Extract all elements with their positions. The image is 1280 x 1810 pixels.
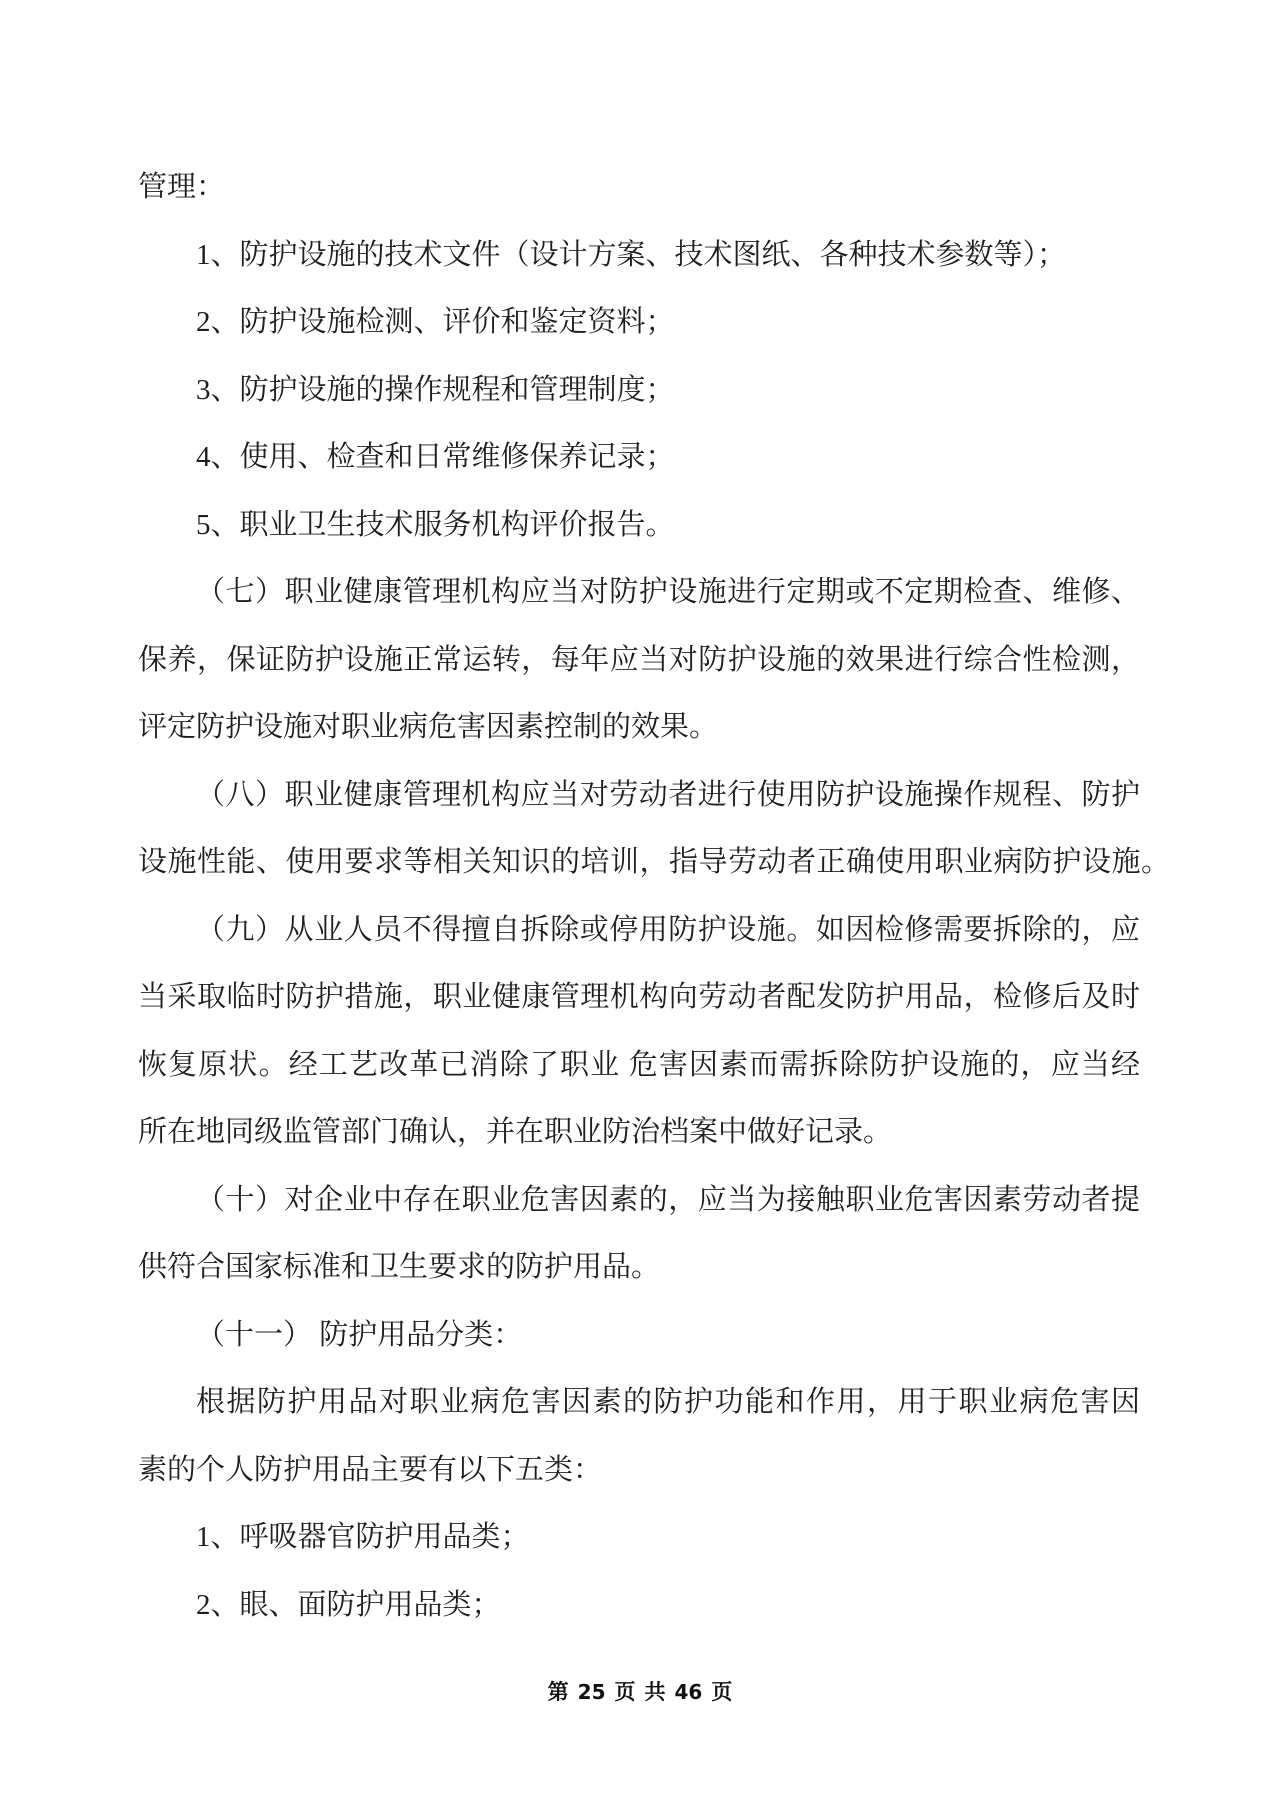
- document-body: [138, 154, 1170, 1639]
- text-line: 评定防护设施对职业病危害因素控制的效果。: [138, 711, 719, 743]
- footer-page-label: 页: [614, 1680, 636, 1704]
- text-line: 4、使用、检查和日常维修保养记录；: [196, 441, 675, 473]
- text-line: （八）职业健康管理机构应当对劳动者进行使用防护设施操作规程、防护: [196, 778, 1140, 811]
- text-line: 2、眼、面防护用品类；: [196, 1588, 501, 1621]
- footer-current-page-number: 25: [577, 1680, 606, 1704]
- text-line: 1、呼吸器官防护用品类；: [196, 1521, 530, 1553]
- footer-conjunction-label: 共: [644, 1680, 666, 1704]
- footer-label-prefix: 第: [547, 1680, 569, 1704]
- text-line: 1、防护设施的技术文件（设计方案、技术图纸、各种技术参数等）；: [196, 238, 1067, 271]
- text-line: （十）对企业中存在职业危害因素的，应当为接触职业危害因素劳动者提: [196, 1183, 1140, 1216]
- text-line: （九）从业人员不得擅自拆除或停用防护设施。如因检修需要拆除的，应: [196, 913, 1140, 946]
- text-line: （七）职业健康管理机构应当对防护设施进行定期或不定期检查、维修、: [196, 576, 1140, 608]
- footer-total-page-number: 46: [674, 1680, 703, 1704]
- text-line: 设施性能、使用要求等相关知识的培训，指导劳动者正确使用职业病防护设施。: [138, 846, 1170, 878]
- text-line: 所在地同级监管部门确认，并在职业防治档案中做好记录。: [138, 1116, 893, 1148]
- text-line: 保养，保证防护设施正常运转，每年应当对防护设施的效果进行综合性检测，: [138, 643, 1140, 676]
- text-line: 5、职业卫生技术服务机构评价报告。: [196, 508, 675, 541]
- page-footer: [0, 1678, 1280, 1706]
- text-line: 根据防护用品对职业病危害因素的防护功能和作用，用于职业病危害因: [196, 1386, 1140, 1418]
- text-line: （十一） 防护用品分类：: [196, 1318, 523, 1351]
- text-line: 素的个人防护用品主要有以下五类：: [138, 1453, 603, 1486]
- text-line: 当采取临时防护措施，职业健康管理机构向劳动者配发防护用品，检修后及时: [138, 981, 1140, 1013]
- text-line: 3、防护设施的操作规程和管理制度；: [196, 373, 675, 406]
- footer-page-label: 页: [711, 1680, 733, 1704]
- text-line: 供符合国家标准和卫生要求的防护用品。: [138, 1251, 661, 1283]
- text-line: 恢复原状。经工艺改革已消除了职业 危害因素而需拆除防护设施的，应当经: [138, 1048, 1140, 1081]
- text-line: 2、防护设施检测、评价和鉴定资料；: [196, 306, 675, 338]
- text-line: 管理：: [138, 171, 226, 203]
